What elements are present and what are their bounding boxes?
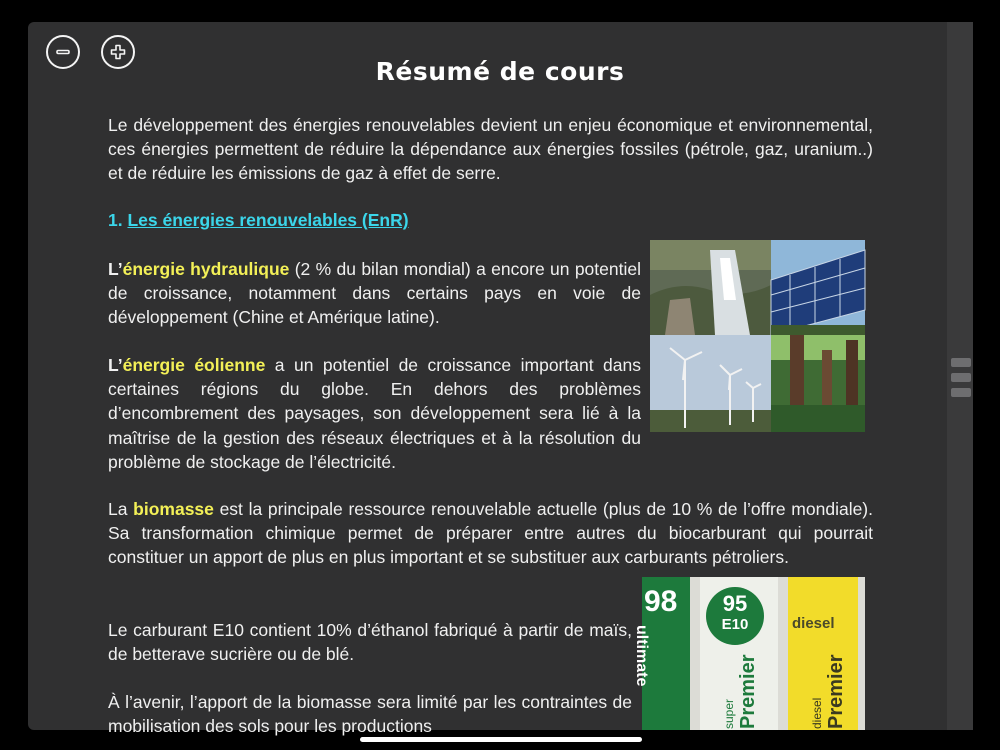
eolienne-paragraph: [108, 353, 641, 474]
e10-paragraph: Le carburant E10 contient 10% d’éthanol fabriqué à partir de maïs, de betterave sucrière ou de blé.: [108, 620, 632, 665]
hydraulique-text: (2 % du bilan mondial) a encore un potentiel de croissance, notamment dans certains pays en voie de développement (Chine et Amérique latine).: [108, 259, 641, 328]
avenir-paragraph: À l’avenir, l’apport de la biomasse sera limité par les contraintes de mobilisation des sols pour les productions: [108, 692, 632, 737]
pump1-text: ultimate: [633, 625, 650, 687]
home-indicator[interactable]: [360, 737, 642, 742]
pump3-top: diesel: [792, 615, 835, 632]
pump2-small: super: [722, 698, 736, 729]
scroll-handle-line[interactable]: [951, 373, 971, 382]
section-heading: [108, 208, 608, 232]
renewables-collage-image: [650, 240, 865, 432]
biomasse-term: biomasse: [133, 499, 214, 519]
page-title: Résumé de cours: [375, 57, 625, 86]
section-number: 1.: [108, 210, 123, 230]
hydraulique-paragraph: [108, 257, 641, 330]
scroll-handle-line[interactable]: [951, 388, 971, 397]
section-title-link[interactable]: Les énergies renouvelables (EnR): [127, 210, 409, 230]
hydraulique-term: énergie hydraulique: [122, 259, 290, 279]
eolienne-prefix: L’: [108, 355, 123, 375]
pump3-small: diesel: [810, 697, 824, 729]
biomasse-prefix: La: [108, 499, 134, 519]
renewables-photo-collage: [650, 240, 865, 432]
scroll-rail[interactable]: [947, 22, 973, 730]
pump2-big: Premier: [737, 654, 759, 729]
pump2-sub: E10: [721, 616, 749, 633]
biomasse-paragraph: [108, 497, 873, 570]
hydraulique-prefix: L’: [108, 259, 123, 279]
intro-paragraph: Le développement des énergies renouvelables devient un enjeu économique et environnemental, ces énergies permettent de réduire la dépendance aux énergies fossiles (pétrole, gaz, uranium..) et de réduire les émissions de gaz à effet de serre.: [108, 115, 873, 184]
eolienne-term: énergie éolienne: [122, 355, 266, 375]
scroll-handle-line[interactable]: [951, 358, 971, 367]
eolienne-text: a un potentiel de croissance important dans certaines régions du globe. En dehors des problèmes d’encombrement des paysages, son développement sera lié à la maîtrise de la gestion des réseaux électriques et à la résolution du problème de stockage de l’électricité.: [108, 355, 641, 472]
pump1-number: 98: [644, 585, 678, 618]
biomasse-text: est la principale ressource renouvelable actuelle (plus de 10 % de l’offre mondiale). Sa transformation chimique permet de préparer entre autres du biocarburant qui pourrait constituer un apport de plus en plus important et se substituer aux carburants pétroliers.: [108, 499, 873, 568]
fuel-pumps-photo: [633, 577, 865, 730]
pump3-big: Premier: [825, 654, 847, 729]
pump2-number: 95: [722, 591, 748, 616]
